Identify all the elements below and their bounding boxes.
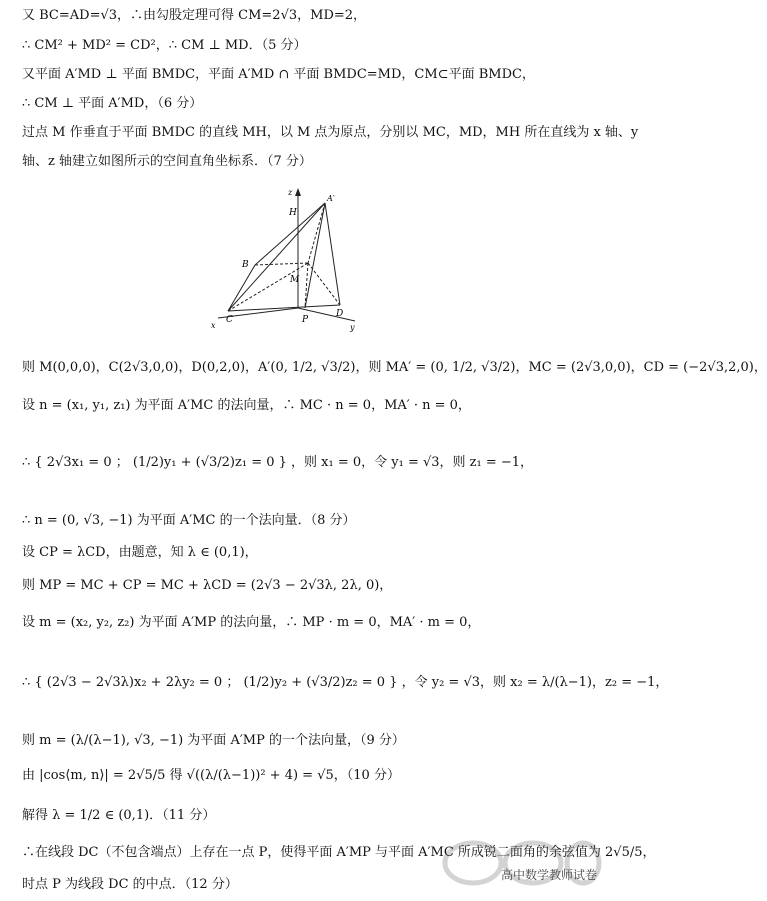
text-line: ∴在线段 DC（不包含端点）上存在一点 P，使得平面 A′MP 与平面 A′MC 所成锐二面角的余弦值为 2√5/5， <box>22 845 656 860</box>
text-line: 设 n = (x₁, y₁, z₁) 为平面 A′MC 的法向量，∴ MC · n = 0，MA′ · n = 0， <box>22 398 471 413</box>
edge-AD <box>325 203 340 305</box>
label-C: C <box>226 315 233 325</box>
edge-BC <box>228 265 255 311</box>
text-line: 由 |cos⟨m, n⟩| = 2√5/5 得 √((λ/(λ−1))² + 4) = √5，（10 分） <box>22 768 400 783</box>
label-z: z <box>288 188 293 197</box>
text-line: ∴ CM² + MD² = CD²，∴ CM ⊥ MD．（5 分） <box>22 38 307 53</box>
text-line: ∴ n = (0, √3, −1) 为平面 A′MC 的一个法向量．（8 分） <box>22 513 356 528</box>
watermark-text: 高中数学教师试卷 <box>500 868 597 882</box>
text-line: ∴ { (2√3 − 2√3λ)x₂ + 2λy₂ = 0 ； (1/2)y₂ + (√3/2)z₂ = 0 } ，令 y₂ = √3，则 x₂ = λ/(λ−1)，z₂ = −1， <box>22 675 669 690</box>
edge-AC <box>228 203 325 311</box>
text-line: ∴ { 2√3x₁ = 0 ； (1/2)y₁ + (√3/2)z₁ = 0 } ，则 x₁ = 0，令 y₁ = √3，则 z₁ = −1， <box>22 455 534 470</box>
text-line: 解得 λ = 1/2 ∈ (0,1)．（11 分） <box>22 808 216 823</box>
text-line: ∴ CM ⊥ 平面 A′MD，（6 分） <box>22 96 203 111</box>
text-line: 则 MP = MC + CP = MC + λCD = (2√3 − 2√3λ, 2λ, 0)， <box>22 578 393 593</box>
text-line: 时点 P 为线段 DC 的中点．（12 分） <box>22 877 238 892</box>
label-M: M <box>290 275 300 285</box>
text-line: 又平面 A′MD ⊥ 平面 BMDC，平面 A′MD ∩ 平面 BMDC=MD，CM⊂平面 BMDC， <box>22 67 535 82</box>
text-line: 则 m = (λ/(λ−1), √3, −1) 为平面 A′MP 的一个法向量，（9 分） <box>22 733 405 748</box>
label-y: y <box>350 323 355 332</box>
text-line: 轴、z 轴建立如图所示的空间直角坐标系．（7 分） <box>22 154 312 169</box>
edge-CM <box>228 263 308 311</box>
label-B: B <box>242 260 249 270</box>
label-D: D <box>336 309 344 319</box>
text-line: 设 m = (x₂, y₂, z₂) 为平面 A′MP 的法向量，∴ MP · m = 0，MA′ · m = 0， <box>22 615 481 630</box>
z-axis-arrow <box>295 188 301 196</box>
label-H: H <box>289 208 297 218</box>
text-line: 则 M(0,0,0)，C(2√3,0,0)，D(0,2,0)，A′(0, 1/2, √3/2)，则 MA′ = (0, 1/2, √3/2)，MC = (2√3,0,0)，CD = (−2√3,2,0)， <box>22 360 767 375</box>
text-line: 又 BC=AD=√3，∴由勾股定理可得 CM=2√3，MD=2， <box>22 8 367 23</box>
text-line: 过点 M 作垂直于平面 BMDC 的直线 MH，以 M 点为原点，分别以 MC，MD，MH 所在直线为 x 轴、y <box>22 125 639 140</box>
edge-AP <box>305 203 325 308</box>
coordinate-geometry-figure <box>200 183 370 333</box>
label-P: P <box>302 315 309 325</box>
text-line: 设 CP = λCD，由题意，知 λ ∈ (0,1)， <box>22 545 258 560</box>
label-x: x <box>211 321 216 330</box>
label-A-prime: A′ <box>327 194 335 203</box>
watermark-logo <box>433 833 603 893</box>
